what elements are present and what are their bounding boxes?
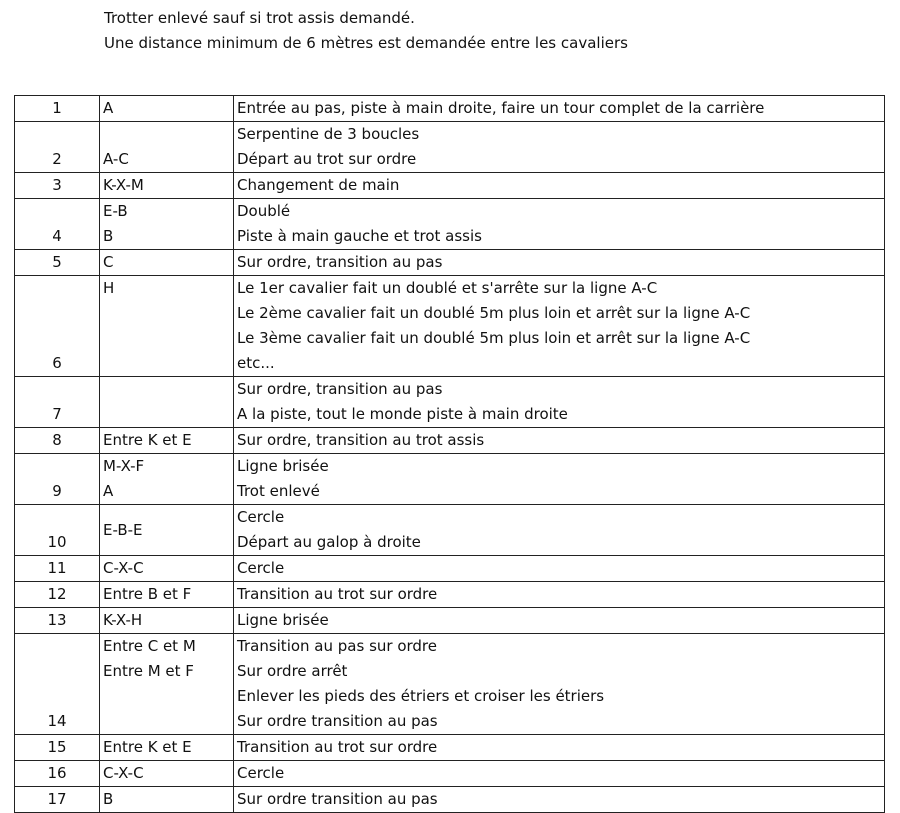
position-line <box>103 326 233 351</box>
movement-description <box>234 634 885 735</box>
description-line: Ligne brisée <box>237 457 329 475</box>
description-line: A la piste, tout le monde piste à main droite <box>237 405 568 423</box>
movement-description <box>234 556 885 582</box>
description-line: Transition au trot sur ordre <box>237 738 438 756</box>
table-row <box>15 556 885 582</box>
movement-description <box>234 582 885 608</box>
table-row <box>15 377 885 428</box>
description-line: Le 3ème cavalier fait un doublé 5m plus loin et arrêt sur la ligne A-C <box>237 329 751 347</box>
position-line: E-B-E <box>103 520 143 539</box>
movement-position <box>100 505 234 556</box>
movement-position <box>100 276 234 377</box>
table-row <box>15 761 885 787</box>
table-row <box>15 735 885 761</box>
table-row <box>15 428 885 454</box>
movement-description <box>234 199 885 250</box>
position-line: Entre B et F <box>103 585 192 603</box>
movement-number: 3 <box>15 173 100 199</box>
movement-description <box>234 608 885 634</box>
movement-position <box>100 634 234 735</box>
description-line: Doublé <box>237 202 291 220</box>
movement-number: 15 <box>15 735 100 761</box>
table-row <box>15 505 885 556</box>
movement-position <box>100 556 234 582</box>
table-row <box>15 173 885 199</box>
movement-number: 6 <box>15 276 100 377</box>
movement-description <box>234 96 885 122</box>
position-line <box>103 709 233 734</box>
position-line: Entre K et E <box>103 431 192 449</box>
description-line: Cercle <box>237 508 285 526</box>
table-row <box>15 634 885 735</box>
position-line: Entre M et F <box>103 662 194 680</box>
table-row <box>15 199 885 250</box>
instruction-line: Une distance minimum de 6 mètres est demandée entre les cavaliers <box>104 34 628 52</box>
description-line: Changement de main <box>237 176 400 194</box>
description-line: Sur ordre, transition au pas <box>237 253 443 271</box>
table-row <box>15 454 885 505</box>
movement-description <box>234 428 885 454</box>
movement-number: 17 <box>15 787 100 813</box>
description-line: Le 2ème cavalier fait un doublé 5m plus loin et arrêt sur la ligne A-C <box>237 304 751 322</box>
description-line: Sur ordre, transition au pas <box>237 380 443 398</box>
description-line: Transition au trot sur ordre <box>237 585 438 603</box>
movement-position <box>100 454 234 505</box>
description-line: Serpentine de 3 boucles <box>237 125 420 143</box>
position-line <box>103 402 233 427</box>
dressage-test-table <box>14 95 885 813</box>
description-line: Cercle <box>237 559 285 577</box>
description-line: Départ au trot sur ordre <box>237 150 417 168</box>
description-line: Sur ordre transition au pas <box>237 790 438 808</box>
movement-number: 14 <box>15 634 100 735</box>
position-line: E-B <box>103 202 128 220</box>
description-line: Piste à main gauche et trot assis <box>237 227 482 245</box>
description-line: Sur ordre transition au pas <box>237 712 438 730</box>
position-line: B <box>103 227 114 245</box>
movement-position <box>100 96 234 122</box>
description-line: Entrée au pas, piste à main droite, faire un tour complet de la carrière <box>237 99 765 117</box>
movement-number: 8 <box>15 428 100 454</box>
movement-description <box>234 377 885 428</box>
movement-position <box>100 761 234 787</box>
movement-description <box>234 173 885 199</box>
movement-number: 5 <box>15 250 100 276</box>
movement-position <box>100 582 234 608</box>
table-row <box>15 96 885 122</box>
movement-number: 13 <box>15 608 100 634</box>
description-line: Trot enlevé <box>237 482 320 500</box>
movement-number: 10 <box>15 505 100 556</box>
movement-description <box>234 122 885 173</box>
table-body <box>15 96 885 813</box>
description-line: Enlever les pieds des étriers et croiser les étriers <box>237 687 605 705</box>
position-line <box>103 684 233 709</box>
table-row <box>15 276 885 377</box>
description-line: Le 1er cavalier fait un doublé et s'arrête sur la ligne A-C <box>237 279 658 297</box>
position-line: B <box>103 790 114 808</box>
position-line: C-X-C <box>103 559 144 577</box>
description-line: Cercle <box>237 764 285 782</box>
movement-number: 16 <box>15 761 100 787</box>
position-line: A <box>103 99 114 117</box>
description-line: Ligne brisée <box>237 611 329 629</box>
movement-description <box>234 276 885 377</box>
position-line: A-C <box>103 150 129 168</box>
description-line: Départ au galop à droite <box>237 533 421 551</box>
position-line: C <box>103 253 114 271</box>
movement-description <box>234 454 885 505</box>
movement-number: 11 <box>15 556 100 582</box>
instructions <box>104 6 628 56</box>
description-line: etc... <box>237 354 275 372</box>
position-line <box>103 301 233 326</box>
movement-position <box>100 122 234 173</box>
movement-position <box>100 250 234 276</box>
position-line: K-X-M <box>103 176 144 194</box>
position-line: M-X-F <box>103 457 145 475</box>
movement-position <box>100 377 234 428</box>
position-line: K-X-H <box>103 611 143 629</box>
description-line: Transition au pas sur ordre <box>237 637 437 655</box>
movement-number: 7 <box>15 377 100 428</box>
movement-position <box>100 608 234 634</box>
position-line: C-X-C <box>103 764 144 782</box>
movement-description <box>234 761 885 787</box>
movement-position <box>100 199 234 250</box>
table-row <box>15 122 885 173</box>
position-line <box>103 377 233 402</box>
movement-position <box>100 428 234 454</box>
movement-number: 4 <box>15 199 100 250</box>
position-line <box>103 351 233 376</box>
position-line: A <box>103 482 114 500</box>
description-line: Sur ordre arrêt <box>237 662 348 680</box>
movement-number: 1 <box>15 96 100 122</box>
table-row <box>15 582 885 608</box>
movement-position <box>100 735 234 761</box>
position-line: H <box>103 279 115 297</box>
movement-number: 12 <box>15 582 100 608</box>
instruction-line: Trotter enlevé sauf si trot assis demandé. <box>104 9 415 27</box>
movement-position <box>100 173 234 199</box>
description-line: Sur ordre, transition au trot assis <box>237 431 485 449</box>
table-row <box>15 608 885 634</box>
movement-number: 2 <box>15 122 100 173</box>
position-line: Entre C et M <box>103 637 196 655</box>
movement-description <box>234 735 885 761</box>
movement-description <box>234 250 885 276</box>
position-line: Entre K et E <box>103 738 192 756</box>
movement-number: 9 <box>15 454 100 505</box>
position-line <box>103 122 233 147</box>
movement-description <box>234 505 885 556</box>
table-row <box>15 250 885 276</box>
